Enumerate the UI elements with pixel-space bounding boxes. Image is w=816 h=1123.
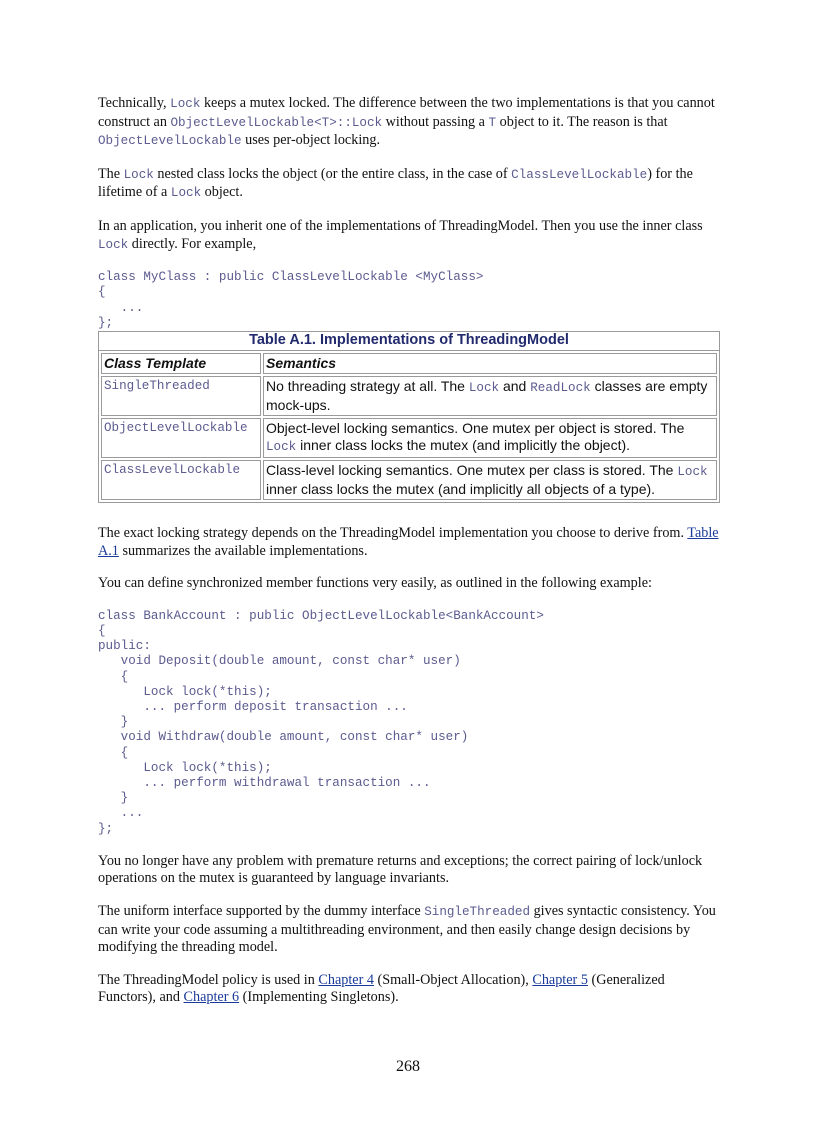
table-row — [101, 418, 717, 458]
code-block-myclass: class MyClass : public ClassLevelLockable <MyClass> { ... }; — [98, 270, 484, 330]
code-block-bankaccount: class BankAccount : public ObjectLevelLockable<BankAccount> { public: void Deposit(double amount, const char* user) { Lock lock(*this); ... perform deposit transaction ... } void Withdraw(double amount, const char* user) { Lock lock(*this); ... perform withdrawal transaction ... } ... }; — [98, 608, 544, 836]
paragraph-synchronized: You can define synchronized member functions very easily, as outlined in the following example: — [98, 575, 652, 592]
page-body — [98, 95, 720, 1022]
inline-code: Lock — [677, 464, 708, 479]
link-chapter-6[interactable]: Chapter 6 — [183, 989, 240, 1006]
table-row — [101, 376, 717, 416]
inline-code: Lock — [123, 167, 154, 182]
page-number: 268 — [396, 1058, 420, 1075]
paragraph-nested-lock: The Lock nested class locks the object (or the entire class, in the case of ClassLevelLockable) for the lifetime of a Lock object. — [98, 165, 693, 201]
paragraph-uniform-interface: The uniform interface supported by the dummy interface SingleThreaded gives syntactic consistency. You can write your code assuming a multithreading environment, and then easily change design decisions by modifying the threading model. — [98, 902, 716, 956]
cell-semantics: Object-level locking semantics. One mutex per object is stored. The Lock inner class locks the mutex (and implicitly the object). — [263, 418, 717, 458]
inline-code: ClassLevelLockable — [511, 167, 648, 182]
link-chapter-4[interactable]: Chapter 4 — [318, 971, 374, 988]
inline-code: Lock — [468, 380, 500, 395]
inline-code: SingleThreaded — [424, 904, 531, 919]
inline-code: Lock — [170, 186, 202, 201]
implementations-table — [98, 331, 720, 503]
paragraph-inherit: In an application, you inherit one of the implementations of ThreadingModel. Then you use the inner class Lock directly. For example, — [98, 217, 703, 252]
paragraph-locking-strategy: The exact locking strategy depends on the ThreadingModel implementation you choose to derive from. Table A.1 summarizes the available implementations. — [98, 524, 719, 559]
paragraph-policy-usage: The ThreadingModel policy is used in Chapter 4 (Small-Object Allocation), Chapter 5 (Generalized Functors), and Chapter 6 (Implementing Singletons). — [98, 971, 665, 1006]
cell-template: ObjectLevelLockable — [101, 418, 261, 458]
table-row — [101, 460, 717, 500]
inline-code: ReadLock — [530, 380, 591, 395]
inline-code: Lock — [266, 439, 297, 454]
cell-template: ClassLevelLockable — [101, 460, 261, 500]
cell-semantics: No threading strategy at all. The Lock and ReadLock classes are empty mock-ups. — [263, 376, 717, 416]
paragraph-lock-explanation: Technically, Lock keeps a mutex locked. The difference between the two implementations is that you cannot construct an ObjectLevelLockable<T>::Lock without passing a T object to it. The reason is that ObjectLevelLockable uses per-object locking. — [98, 95, 715, 149]
inline-code: Lock — [98, 237, 129, 252]
table-caption: Table A.1. Implementations of ThreadingModel — [98, 331, 720, 350]
header-class-template: Class Template — [101, 353, 261, 374]
header-semantics: Semantics — [263, 353, 717, 374]
cell-semantics: Class-level locking semantics. One mutex per class is stored. The Lock inner class locks the mutex (and implicitly all objects of a type). — [263, 460, 717, 500]
inline-code: T — [488, 115, 497, 130]
paragraph-premature-returns: You no longer have any problem with premature returns and exceptions; the correct pairing of lock/unlock operations on the mutex is guaranteed by language invariants. — [98, 852, 703, 887]
inline-code: ObjectLevelLockable — [98, 134, 242, 149]
link-chapter-5[interactable]: Chapter 5 — [532, 971, 588, 988]
link-table-a1[interactable]: Table A.1 — [98, 524, 719, 559]
table-header-row — [101, 353, 717, 374]
inline-code: Lock — [170, 97, 201, 111]
cell-template: SingleThreaded — [101, 376, 261, 416]
inline-code: ObjectLevelLockable<T>::Lock — [170, 115, 383, 130]
